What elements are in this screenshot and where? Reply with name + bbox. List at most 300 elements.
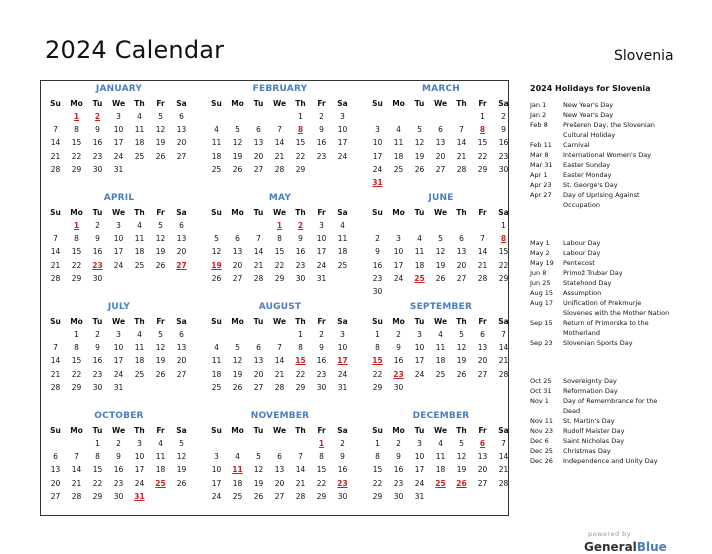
day-cell: 18 [134,138,145,148]
day-cell: 6 [256,343,261,353]
day-cell: 13 [456,247,467,257]
day-cell: 29 [372,382,383,392]
day-cell: 23 [393,478,404,488]
holiday-name: Easter Monday [563,171,612,179]
day-cell: 30 [92,273,103,283]
day-cell: 6 [438,125,443,135]
holiday-date: Jun 25 [530,279,551,287]
day-cell: 20 [232,260,243,270]
day-cell: 4 [417,234,422,244]
day-cell: 7 [256,234,261,244]
day-cell: 13 [274,465,285,475]
day-cell: 7 [480,234,485,244]
weekday-label: We [111,208,126,217]
day-cell: 21 [456,151,467,161]
day-cell: 8 [298,343,303,353]
holiday-name: Slovenian Sports Day [563,339,633,347]
holiday-name: St. Martin's Day [563,417,615,425]
day-cell: 18 [435,465,446,475]
holiday-name: Carnival [563,141,590,149]
weekday-label: Mo [392,426,405,435]
day-cell: 20 [477,465,488,475]
day-cell: 13 [477,452,488,462]
day-cell: 17 [393,260,404,270]
day-cell: 24 [393,273,404,283]
holiday-day-cell: 6 [479,439,486,448]
day-cell: 9 [501,125,506,135]
day-cell: 30 [316,382,327,392]
day-cell: 16 [92,356,103,366]
day-cell: 21 [50,260,61,270]
day-cell: 3 [319,221,324,230]
day-cell: 23 [372,273,383,283]
day-cell: 26 [176,478,187,488]
day-cell: 18 [134,356,145,366]
holiday-date: Mar 8 [530,151,549,159]
weekday-label: Fr [156,317,165,326]
day-cell: 2 [116,439,121,448]
day-cell: 12 [253,465,264,475]
day-cell: 27 [232,273,243,283]
weekday-label: Sa [498,208,509,217]
day-cell: 14 [253,247,264,257]
day-cell: 5 [214,234,219,244]
weekday-label: Fr [478,99,487,108]
day-cell: 18 [211,151,222,161]
day-cell: 28 [50,273,61,283]
day-cell: 10 [393,247,404,257]
day-cell: 19 [232,151,243,161]
weekday-label: Th [456,426,467,435]
weekday-label: We [111,426,126,435]
brand-logo[interactable] [584,540,667,554]
holiday-item [530,456,670,466]
weekday-label: Su [211,99,222,108]
weekday-label: Mo [70,317,83,326]
weekday-label: Tu [92,208,103,217]
weekday-label: Su [211,208,222,217]
day-cell: 28 [50,382,61,392]
weekday-label: We [433,99,448,108]
weekday-label: Mo [231,99,244,108]
holiday-date: Oct 25 [530,377,552,385]
holiday-day-cell: 25 [414,273,425,283]
day-cell: 1 [298,330,303,339]
day-cell: 22 [372,478,383,488]
holiday-item [530,426,670,436]
day-cell: 12 [232,356,243,366]
month-name: APRIL [103,193,135,203]
day-cell: 29 [316,491,327,501]
day-cell: 3 [396,234,401,244]
day-cell: 10 [113,125,124,135]
holiday-item [530,140,670,150]
day-cell: 3 [340,330,345,339]
day-cell: 15 [295,138,306,148]
day-cell: 28 [253,273,264,283]
day-cell: 14 [498,343,509,353]
weekday-label: Mo [70,208,83,217]
weekday-label: Fr [156,426,165,435]
weekday-label: Su [50,99,61,108]
weekday-label: Mo [231,208,244,217]
day-cell: 26 [155,260,166,270]
day-cell: 1 [74,330,79,339]
month-name: JUNE [428,193,454,203]
holiday-item [530,170,670,180]
holiday-item [530,416,670,426]
day-cell: 16 [316,356,327,366]
holiday-item [530,338,670,348]
day-cell: 24 [113,369,124,379]
weekday-label: We [272,317,287,326]
weekday-label: Tu [414,426,425,435]
day-cell: 14 [50,247,61,257]
weekday-label: Mo [392,99,405,108]
day-cell: 17 [414,356,425,366]
day-cell: 5 [179,439,184,448]
holiday-item [530,386,670,396]
day-cell: 31 [414,491,425,501]
day-cell: 27 [456,273,467,283]
holiday-date: Apr 23 [530,181,552,189]
holiday-date: Nov 11 [530,417,554,425]
holiday-name: Unification of Prekmurje Slovenes with the Mother Nation [563,299,670,317]
day-cell: 29 [295,164,306,174]
day-cell: 1 [501,221,506,230]
day-cell: 16 [393,465,404,475]
weekday-label: Mo [231,426,244,435]
holiday-date: Aug 17 [530,299,554,307]
day-cell: 29 [274,273,285,283]
day-cell: 4 [438,330,443,339]
day-cell: 29 [92,491,103,501]
day-cell: 29 [71,382,82,392]
day-cell: 29 [498,273,509,283]
holiday-name: Day of Uprising Against Occupation [563,191,640,209]
day-cell: 31 [337,382,348,392]
holiday-day-cell: 25 [435,478,446,488]
weekday-label: Fr [317,208,326,217]
day-cell: 1 [375,330,380,339]
day-cell: 26 [211,273,222,283]
day-cell: 9 [396,452,401,462]
day-cell: 12 [456,343,467,353]
day-cell: 22 [477,151,488,161]
day-cell: 10 [113,343,124,353]
weekday-label: We [433,317,448,326]
weekday-label: Th [456,317,467,326]
day-cell: 18 [134,247,145,257]
day-cell: 15 [71,138,82,148]
day-cell: 25 [134,369,145,379]
country-label: Slovenia [614,48,674,64]
day-cell: 28 [295,491,306,501]
weekday-label: Sa [176,208,187,217]
day-cell: 5 [256,452,261,462]
day-cell: 9 [319,343,324,353]
weekday-label: Th [295,317,306,326]
holiday-day-cell: 23 [92,260,103,270]
day-cell: 25 [134,151,145,161]
day-cell: 29 [477,164,488,174]
day-cell: 10 [372,138,383,148]
day-cell: 11 [435,343,446,353]
day-cell: 14 [50,356,61,366]
weekday-label: Tu [253,208,264,217]
day-cell: 22 [71,369,82,379]
day-cell: 18 [393,151,404,161]
holiday-name: Labour Day [563,249,601,257]
weekday-label: Tu [253,426,264,435]
day-cell: 6 [179,330,184,339]
day-cell: 9 [340,452,345,462]
day-cell: 21 [498,356,509,366]
day-cell: 12 [456,452,467,462]
day-cell: 30 [337,491,348,501]
day-cell: 18 [211,369,222,379]
holiday-item [530,160,670,170]
weekday-label: Fr [317,317,326,326]
holiday-item [530,248,670,258]
day-cell: 20 [456,260,467,270]
day-cell: 16 [337,465,348,475]
holiday-item [530,446,670,456]
weekday-label: Mo [231,317,244,326]
day-cell: 23 [113,478,124,488]
holiday-item [530,180,670,190]
day-cell: 21 [498,465,509,475]
day-cell: 4 [214,125,219,135]
weekday-label: Th [134,317,145,326]
day-cell: 19 [176,465,187,475]
holiday-date: Apr 27 [530,191,552,199]
day-cell: 15 [71,356,82,366]
month-name: SEPTEMBER [409,302,473,312]
day-cell: 29 [372,491,383,501]
day-cell: 1 [298,112,303,121]
day-cell: 19 [155,138,166,148]
day-cell: 8 [74,125,79,135]
weekday-label: Sa [176,317,187,326]
month-name: MARCH [422,84,460,94]
weekday-label: Th [295,208,306,217]
day-cell: 4 [235,452,240,462]
holiday-name: Reformation Day [563,387,618,395]
day-cell: 14 [50,138,61,148]
day-cell: 30 [393,382,404,392]
day-cell: 6 [480,330,485,339]
holiday-item [530,238,670,248]
holiday-name: Easter Sunday [563,161,611,169]
holiday-item [530,278,670,288]
day-cell: 27 [253,382,264,392]
day-cell: 24 [337,369,348,379]
weekday-label: Tu [92,426,103,435]
day-cell: 28 [498,478,509,488]
day-cell: 11 [435,452,446,462]
holiday-day-cell: 8 [479,125,486,135]
day-cell: 30 [92,164,103,174]
holiday-day-cell: 2 [297,221,304,230]
holiday-date: Jan 2 [530,111,547,119]
day-cell: 13 [176,343,187,353]
holiday-day-cell: 15 [372,356,383,366]
weekday-label: Fr [156,208,165,217]
weekday-label: Th [295,99,306,108]
day-cell: 26 [414,164,425,174]
day-cell: 25 [134,260,145,270]
holiday-date: Apr 1 [530,171,548,179]
month-name: JULY [107,302,131,312]
day-cell: 10 [337,125,348,135]
day-cell: 5 [417,125,422,135]
weekday-label: Th [295,426,306,435]
weekday-label: Sa [337,426,348,435]
day-cell: 22 [372,369,383,379]
holiday-name: Return of Primorska to the Motherland [563,319,649,337]
day-cell: 10 [134,452,145,462]
weekday-label: Tu [92,317,103,326]
weekday-label: We [272,426,287,435]
day-cell: 2 [319,112,324,121]
day-cell: 30 [498,164,509,174]
day-cell: 8 [277,234,282,244]
day-cell: 21 [71,478,82,488]
holiday-day-cell: 15 [295,356,306,366]
holiday-list [530,84,670,465]
holiday-name: New Year's Day [563,111,614,119]
month-name: AUGUST [258,302,302,312]
day-cell: 20 [253,151,264,161]
day-cell: 13 [232,247,243,257]
day-cell: 29 [71,164,82,174]
holiday-item [530,436,670,446]
weekday-label: Sa [176,99,187,108]
holiday-date: Oct 31 [530,387,552,395]
day-cell: 16 [113,465,124,475]
day-cell: 31 [113,164,124,174]
month-name: DECEMBER [412,411,470,421]
holiday-name: Christmas Day [563,447,611,455]
day-cell: 30 [113,491,124,501]
day-cell: 26 [155,151,166,161]
day-cell: 17 [113,247,124,257]
holiday-date: Aug 15 [530,289,554,297]
holiday-item [530,318,670,338]
weekday-label: Fr [317,426,326,435]
day-cell: 22 [498,260,509,270]
day-cell: 17 [113,138,124,148]
day-cell: 2 [396,330,401,339]
powered-by-text: powered by [588,530,632,538]
day-cell: 25 [211,382,222,392]
day-cell: 16 [372,260,383,270]
calendar-grid [40,80,509,516]
day-cell: 12 [435,247,446,257]
weekday-label: Su [50,208,61,217]
month-name: MAY [268,193,292,203]
holiday-date: Nov 1 [530,397,549,405]
weekday-label: Fr [156,99,165,108]
day-cell: 2 [396,439,401,448]
weekday-label: Th [134,99,145,108]
weekday-label: Tu [92,99,103,108]
weekday-label: Fr [317,99,326,108]
holiday-name: Sovereignty Day [563,377,617,385]
day-cell: 18 [414,260,425,270]
holiday-day-cell: 8 [297,125,304,135]
holiday-name: International Women's Day [563,151,652,159]
day-cell: 6 [179,221,184,230]
day-cell: 20 [274,478,285,488]
day-cell: 24 [113,260,124,270]
holiday-date: Sep 15 [530,319,553,327]
day-cell: 19 [253,478,264,488]
weekday-label: We [433,208,448,217]
day-cell: 17 [134,465,145,475]
day-cell: 5 [459,330,464,339]
day-cell: 3 [116,221,121,230]
day-cell: 12 [155,234,166,244]
weekday-label: Mo [70,99,83,108]
day-cell: 21 [50,369,61,379]
holiday-name: Labour Day [563,239,601,247]
day-cell: 27 [274,491,285,501]
day-cell: 25 [337,260,348,270]
holiday-name: Prešeren Day, the Slovenian Cultural Holiday [563,121,655,139]
day-cell: 19 [414,151,425,161]
day-cell: 5 [438,234,443,244]
holiday-item [530,190,670,210]
day-cell: 8 [74,234,79,244]
day-cell: 21 [295,478,306,488]
day-cell: 31 [316,273,327,283]
weekday-label: Fr [478,208,487,217]
day-cell: 20 [253,369,264,379]
day-cell: 12 [155,125,166,135]
holiday-day-cell: 1 [276,221,283,230]
holiday-name: Rudolf Maister Day [563,427,625,435]
weekday-label: Su [211,426,222,435]
weekday-label: Sa [337,208,348,217]
day-cell: 24 [316,260,327,270]
day-cell: 5 [459,439,464,448]
day-cell: 3 [116,330,121,339]
day-cell: 3 [214,452,219,462]
holiday-day-cell: 11 [232,465,243,475]
holiday-day-cell: 8 [500,234,507,244]
day-cell: 22 [274,260,285,270]
day-cell: 3 [137,439,142,448]
weekday-label: We [111,99,126,108]
weekday-label: We [272,99,287,108]
day-cell: 10 [316,234,327,244]
day-cell: 13 [477,343,488,353]
weekday-label: Sa [498,426,509,435]
day-cell: 24 [372,164,383,174]
day-cell: 22 [295,369,306,379]
day-cell: 13 [176,234,187,244]
day-cell: 20 [176,247,187,257]
day-cell: 24 [414,478,425,488]
day-cell: 24 [113,151,124,161]
day-cell: 2 [95,221,100,230]
holiday-item [530,120,670,140]
weekday-label: We [272,208,287,217]
holiday-item [530,258,670,268]
holiday-date: May 19 [530,259,554,267]
